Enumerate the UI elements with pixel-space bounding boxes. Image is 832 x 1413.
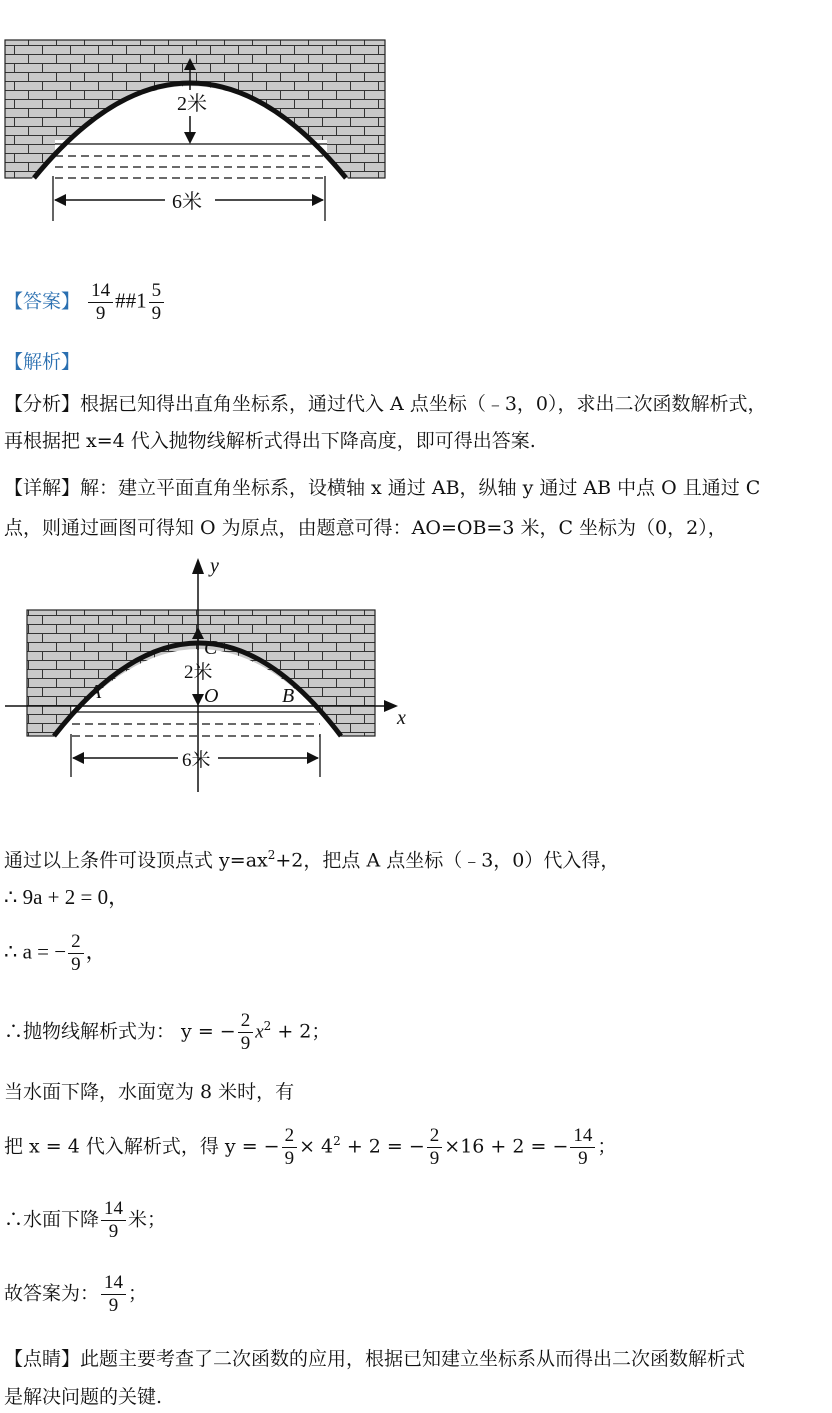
coordinate-figure <box>0 552 420 797</box>
y-axis-label: y <box>210 555 219 577</box>
step-6-fraction-1: $\frac{2}{9}$ <box>282 1125 298 1170</box>
answer-separator: ##1 <box>115 288 147 313</box>
answer-tag: 【答案】 <box>4 290 81 313</box>
fenxi-tag: 【分析】 <box>4 393 81 415</box>
point-c-label: C <box>204 637 218 659</box>
point-a-label: A <box>89 681 102 703</box>
fenxi-line-2: 再根据把 x=4 代入抛物线解析式得出下降高度，即可得出答案. <box>4 430 536 452</box>
step-6-fraction-3: $\frac{14}{9}$ <box>570 1125 595 1170</box>
xiangjie-line-2: 点，则通过画图可得知 O 为原点，由题意可得：AO=OB=3 米，C 坐标为（0，2）， <box>4 517 727 539</box>
step-4-fraction: $\frac{2}{9}$ <box>238 1010 254 1055</box>
step-7-fraction: $\frac{14}{9}$ <box>101 1198 126 1243</box>
point-o-label: O <box>204 685 219 707</box>
step-6: 把 x = 4 代入解析式，得 y = − $\frac{2}{9}$ × $4^2 + 2$ = − $\frac{2}{9}$ ×16 + 2 = − $\frac{14}{9}$ ； <box>4 1125 617 1169</box>
step-4: ∴抛物线解析式为： y = − $\frac{2}{9}$ $x^2 + 2$； <box>4 1010 331 1054</box>
height-label-2: 2米 <box>184 662 213 683</box>
step-7: ∴水面下降 $\frac{14}{9}$ 米； <box>4 1198 167 1242</box>
step-5: 当水面下降，水面宽为 8 米时，有 <box>4 1081 295 1103</box>
width-label: 6米 <box>172 191 202 213</box>
arch-bridge-figure <box>0 36 390 226</box>
answer-fraction-1: $\frac{14}{9}$ <box>88 280 113 325</box>
step-8: 故答案为： $\frac{14}{9}$ ； <box>4 1272 148 1316</box>
point-b-label: B <box>282 685 295 707</box>
analysis-tag: 【解析】 <box>4 351 81 373</box>
height-label: 2米 <box>177 93 207 115</box>
step-6-fraction-2: $\frac{2}{9}$ <box>427 1125 443 1170</box>
width-label-2: 6米 <box>182 750 211 771</box>
answer-fraction-2: $\frac{5}{9}$ <box>149 280 165 325</box>
step-3-fraction: $\frac{2}{9}$ <box>68 931 84 976</box>
answer-line <box>4 280 166 325</box>
fenxi-line-1: 【分析】根据已知得出直角坐标系，通过代入 A 点坐标（﹣3，0），求出二次函数解析式， <box>4 393 767 415</box>
dianjing-tag: 【点睛】 <box>4 1348 81 1370</box>
step-1: 通过以上条件可设顶点式 $y=ax^2+2$，把点 A 点坐标（﹣3，0）代入得， <box>4 848 620 872</box>
step-8-fraction: $\frac{14}{9}$ <box>101 1272 126 1317</box>
step-2: ∴ 9a + 2 = 0， <box>4 885 130 909</box>
xiangjie-tag: 【详解】 <box>4 477 81 499</box>
dianjing-line-1: 【点睛】此题主要考查了二次函数的应用，根据已知建立坐标系从而得出二次函数解析式 <box>4 1348 746 1370</box>
xiangjie-line-1: 【详解】解：建立平面直角坐标系，设横轴 x 通过 AB，纵轴 y 通过 AB 中点 O 且通过 C <box>4 477 761 499</box>
x-axis-label: x <box>397 707 406 729</box>
dianjing-line-2: 是解决问题的关键. <box>4 1386 163 1408</box>
step-3: ∴ a = − $\frac{2}{9}$ ， <box>4 931 107 975</box>
